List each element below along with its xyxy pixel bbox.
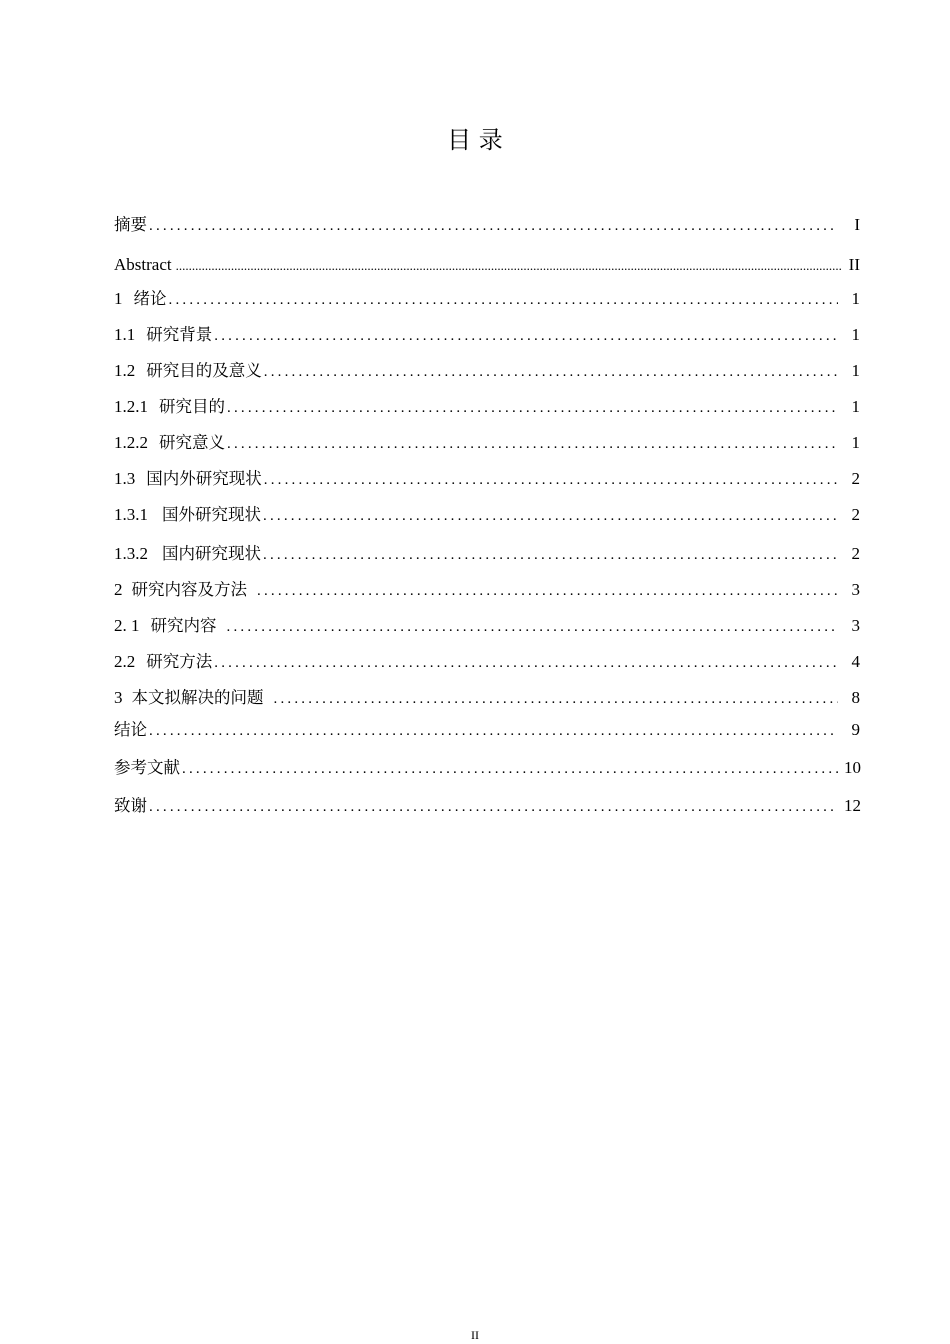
dot-leader: [264, 468, 838, 492]
toc-entry-page: 3: [851, 580, 860, 599]
toc-entry-label: 研究内容及方法: [131, 580, 247, 599]
toc-entry-number: 1.3.1: [114, 505, 148, 524]
toc-entry-label: 致谢: [114, 796, 147, 815]
dot-leader: [169, 288, 839, 312]
toc-entry-page: 9: [851, 720, 860, 739]
toc-entry-number: 1.2: [114, 361, 136, 380]
dot-leader: [149, 214, 838, 238]
dot-leader: [264, 360, 838, 384]
toc-entry-label: 参考文献: [114, 758, 180, 777]
dot-leader: [263, 504, 838, 528]
toc-entry-number: 1.2.1: [114, 397, 148, 416]
toc-entry-abstract-en[interactable]: [114, 253, 860, 277]
toc-entry-acknowledgements[interactable]: [114, 794, 860, 818]
page-number: II: [471, 1328, 479, 1342]
toc-entry-label: 研究内容: [150, 616, 217, 635]
dot-leader: [227, 615, 839, 639]
toc-entry-1-2[interactable]: [114, 359, 860, 383]
toc-entry-number: 2: [114, 580, 123, 599]
toc-entry-label: 研究意义: [159, 433, 225, 452]
toc-entry-page: 1: [851, 289, 860, 308]
toc-entry-label: 研究背景: [146, 325, 213, 344]
dot-leader: [274, 687, 839, 711]
toc-entry-number: Abstract: [114, 255, 172, 274]
toc-entry-chapter-3[interactable]: [114, 686, 860, 710]
toc-entry-page: II: [848, 255, 860, 274]
toc-entry-abstract-cn[interactable]: [114, 213, 860, 237]
toc-entry-1-2-2[interactable]: [114, 431, 860, 455]
toc-entry-page: 1: [851, 433, 860, 452]
toc-entry-label: 摘要: [114, 215, 147, 234]
toc-entry-2-1[interactable]: [114, 614, 860, 638]
toc-entry-label: 结论: [114, 720, 147, 739]
toc-entry-page: 8: [851, 688, 860, 707]
dot-leader: [263, 543, 838, 567]
toc-entry-chapter-1[interactable]: [114, 287, 860, 311]
page-title: 目 录: [447, 126, 503, 154]
toc-entry-page: 10: [844, 758, 861, 777]
toc-entry-page: 2: [851, 505, 860, 524]
toc-entry-number: 1.2.2: [114, 433, 148, 452]
dot-leader: [149, 795, 838, 819]
dot-leader: [182, 757, 838, 781]
toc-entry-label: 国内研究现状: [162, 544, 261, 563]
toc-entry-1-3-2[interactable]: [114, 542, 860, 566]
toc-entry-number: 1.3: [114, 469, 136, 488]
dot-leader: [214, 324, 838, 348]
dot-leader: [176, 254, 842, 278]
toc-entry-chapter-2[interactable]: [114, 578, 860, 602]
toc-entry-label: 国内外研究现状: [146, 469, 262, 488]
toc-entry-page: 1: [851, 397, 860, 416]
dot-leader: [149, 719, 838, 743]
toc-entry-page: 2: [851, 544, 860, 563]
toc-entry-number: 1.3.2: [114, 544, 148, 563]
toc-entry-label: 研究方法: [146, 652, 213, 671]
toc-entry-1-3[interactable]: [114, 467, 860, 491]
toc-entry-1-3-1[interactable]: [114, 503, 860, 527]
toc-entry-number: 1: [114, 289, 123, 308]
dot-leader: [227, 396, 838, 420]
toc-entry-page: 1: [851, 361, 860, 380]
toc-entry-2-2[interactable]: [114, 650, 860, 674]
toc-entry-label: 本文拟解决的问题: [131, 688, 264, 707]
toc-entry-label: 绪论: [133, 289, 167, 308]
toc-entry-label: 研究目的: [159, 397, 225, 416]
toc-entry-label: 研究目的及意义: [146, 361, 262, 380]
toc-entry-page: I: [854, 215, 860, 234]
toc-entry-number: 3: [114, 688, 123, 707]
toc-entry-number: 2.2: [114, 652, 136, 671]
toc-entry-page: 2: [851, 469, 860, 488]
toc-entry-1-2-1[interactable]: [114, 395, 860, 419]
dot-leader: [257, 579, 838, 603]
toc-entry-1-1[interactable]: [114, 323, 860, 347]
toc-entry-number: 1.1: [114, 325, 136, 344]
toc-entry-conclusion[interactable]: [114, 718, 860, 742]
toc-entry-references[interactable]: [114, 756, 860, 780]
dot-leader: [227, 432, 838, 456]
toc-entry-number: 2. 1: [114, 616, 140, 635]
toc-entry-page: 12: [844, 796, 861, 815]
dot-leader: [214, 651, 838, 675]
toc-entry-page: 1: [851, 325, 860, 344]
toc-entry-page: 4: [851, 652, 860, 671]
toc-entry-label: 国外研究现状: [162, 505, 261, 524]
toc-entry-page: 3: [851, 616, 860, 635]
